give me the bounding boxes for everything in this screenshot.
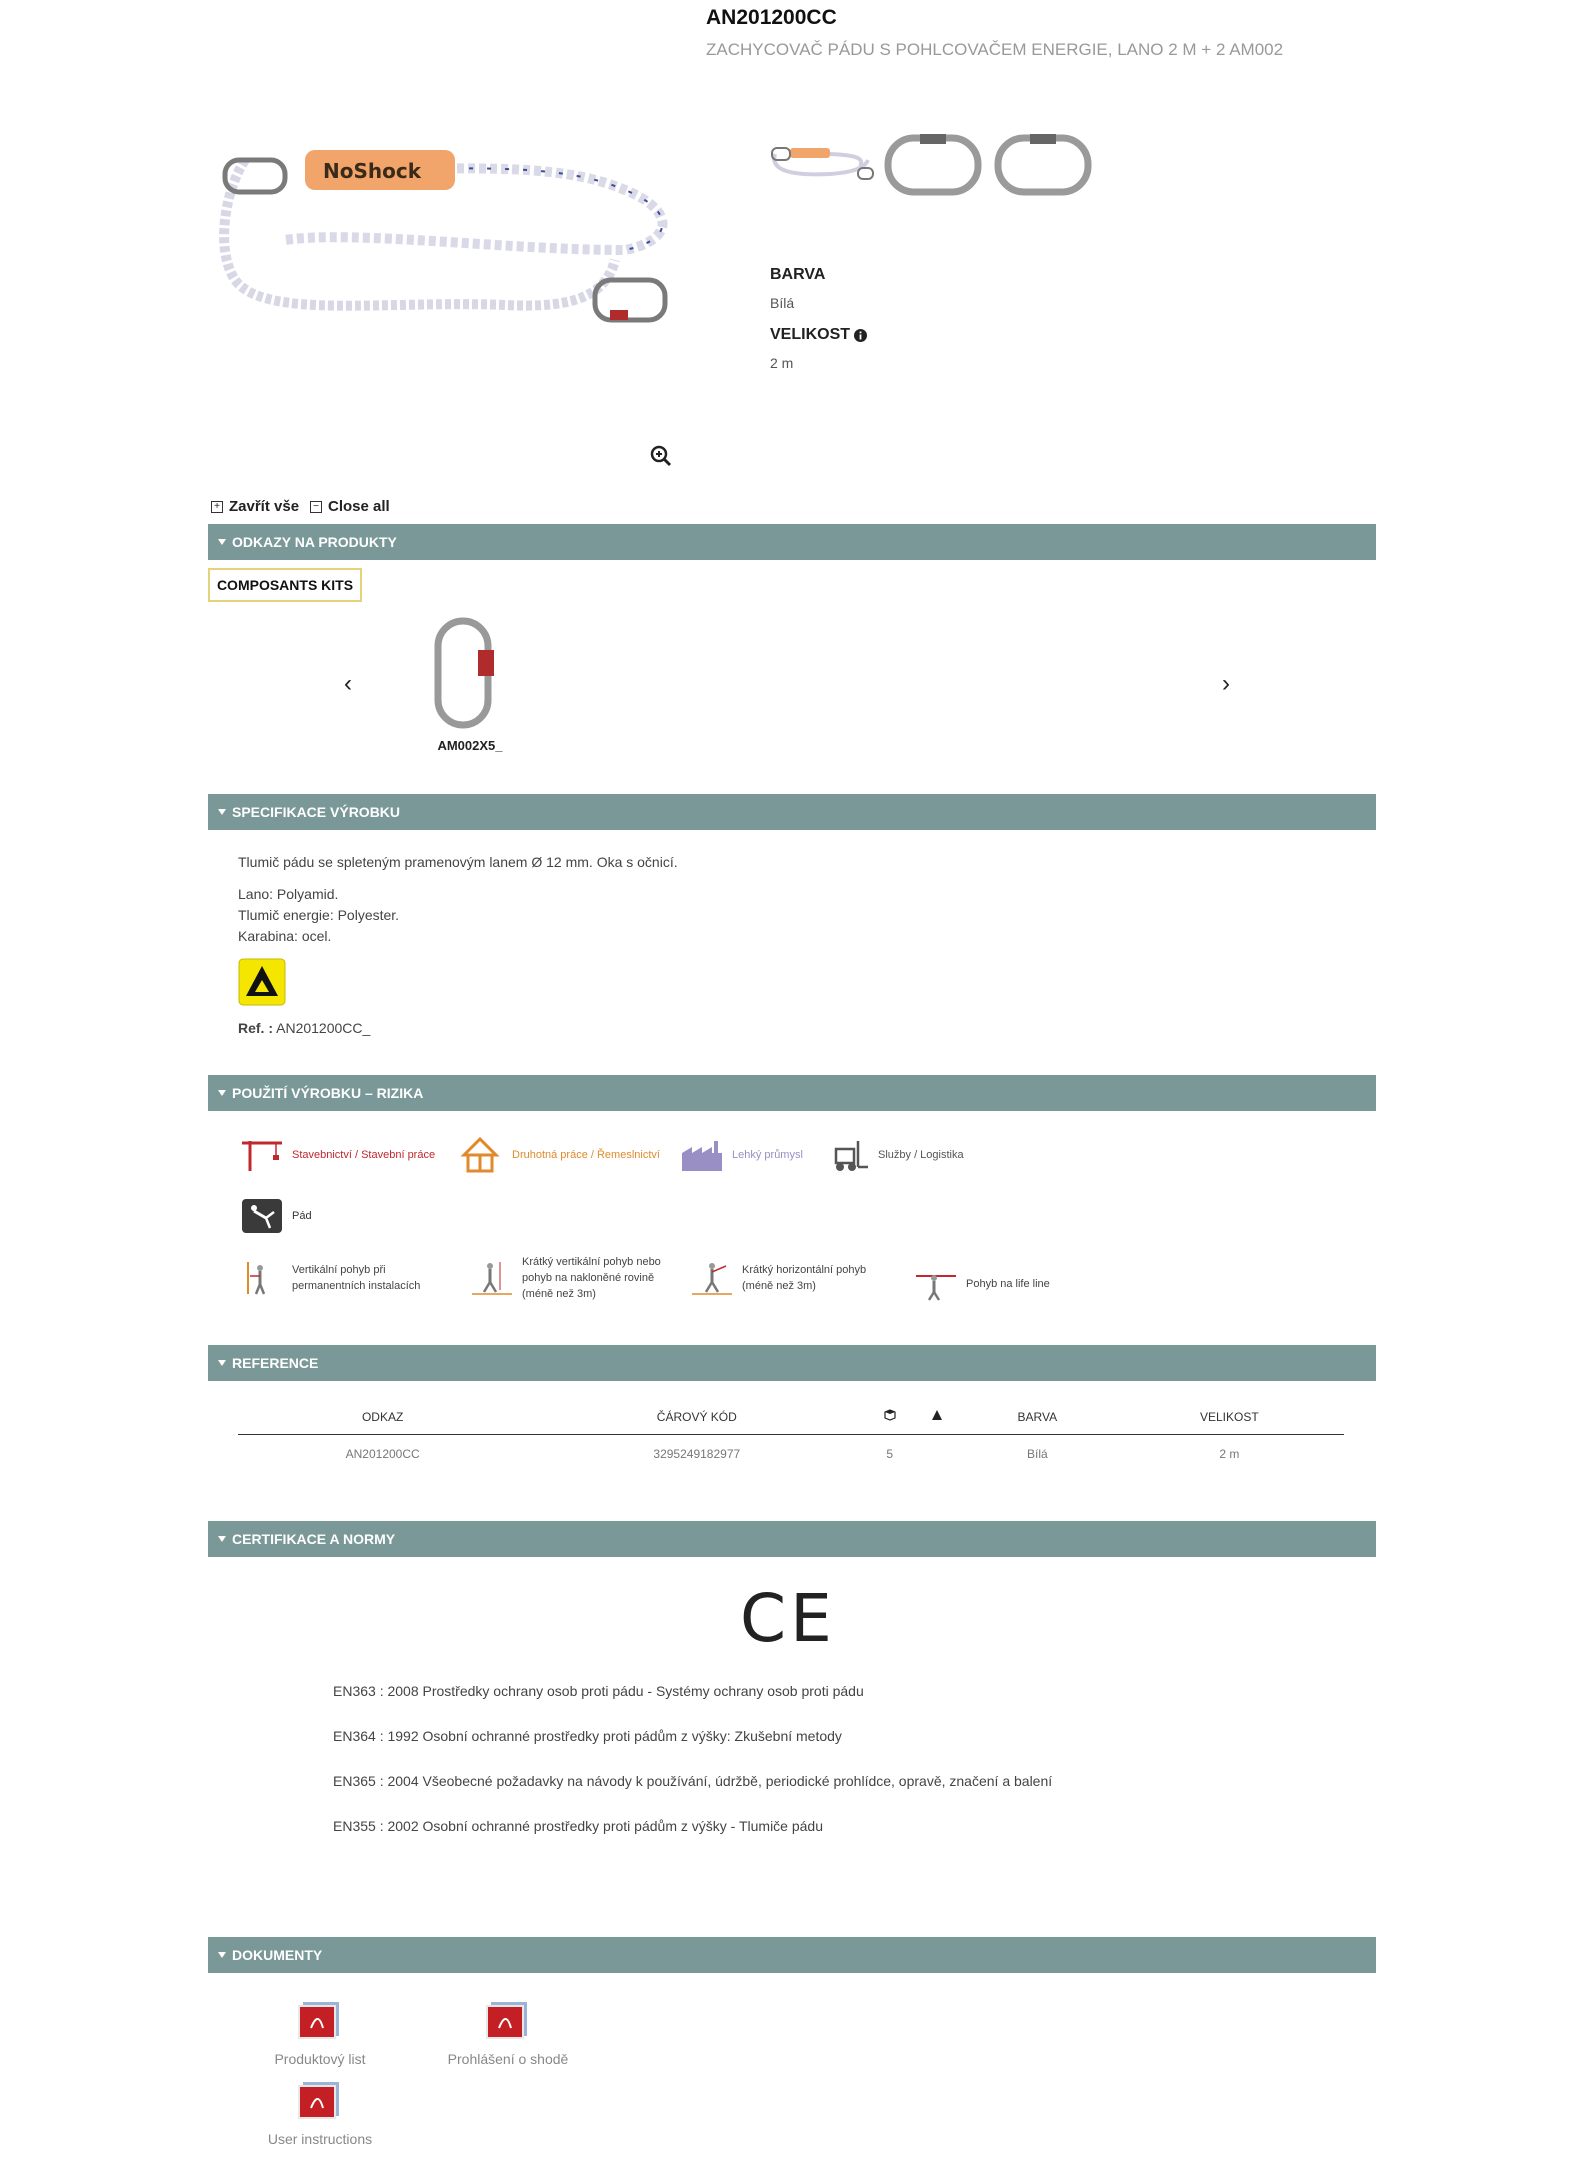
caret-down-icon	[218, 1360, 226, 1366]
movement-vertical-permanent	[240, 1260, 420, 1296]
cell-barcode: 3295249182977	[653, 1447, 741, 1462]
info-icon[interactable]	[854, 329, 867, 342]
movement-line: (méně než 3m)	[522, 1288, 596, 1300]
spec-line-3: Karabina: ocel.	[238, 928, 332, 944]
norm-item: EN364 : 1992 Osobní ochranné prostředky proti pádům z výšky: Zkušební metody	[333, 1728, 842, 1744]
document-declaration[interactable]	[438, 2000, 578, 2067]
spec-line-1: Lano: Polyamid.	[238, 886, 339, 902]
cell-package: 5	[886, 1447, 894, 1462]
reference-table	[238, 1400, 1344, 1474]
movement-label	[522, 1254, 661, 1302]
document-label: Produktový list	[274, 2051, 366, 2067]
norm-item: EN365 : 2004 Všeobecné požadavky na návody k používání, údržbě, periodické prohlídce, opravě, značení a balení	[333, 1773, 1053, 1789]
movement-label	[742, 1262, 866, 1294]
section-usage-title: POUŽITÍ VÝROBKU – RIZIKA	[232, 1085, 424, 1101]
sector-light-industry	[680, 1137, 803, 1173]
col-color: BARVA	[960, 1400, 1115, 1434]
movement-line: (méně než 3m)	[742, 1280, 816, 1292]
size-value: 2 m	[770, 355, 794, 371]
movement-life-line	[914, 1266, 1050, 1302]
caret-down-icon	[218, 1090, 226, 1096]
sector-label: Služby / Logistika	[878, 1149, 964, 1161]
fall-icon	[240, 1198, 284, 1234]
spec-line-2: Tlumič energie: Polyester.	[238, 907, 400, 923]
sector-construction	[240, 1137, 435, 1173]
caret-down-icon	[218, 1536, 226, 1542]
vertical-movement-icon	[240, 1260, 284, 1296]
life-line-icon	[914, 1266, 958, 1302]
risk-label: Pád	[292, 1210, 312, 1222]
pdf-icon	[297, 2000, 343, 2040]
size-label-row	[770, 326, 867, 344]
section-usage-header[interactable]	[208, 1075, 1376, 1111]
sector-logistics	[826, 1137, 964, 1173]
thumbnail-carabiner-2[interactable]	[990, 130, 1095, 200]
table-row	[238, 1434, 1344, 1474]
expand-all-label: Zavřít vše	[229, 498, 300, 515]
section-docs-header[interactable]	[208, 1937, 1376, 1973]
section-links-header[interactable]	[208, 524, 1376, 560]
carousel-prev-arrow[interactable]: ‹	[344, 670, 352, 697]
thumbnail-lanyard[interactable]	[770, 130, 875, 200]
caret-down-icon	[218, 539, 226, 545]
thumbnail-carabiner-1[interactable]	[880, 130, 985, 200]
ref-label: Ref. :	[238, 1020, 273, 1036]
carousel-next-arrow[interactable]: ›	[1222, 670, 1230, 697]
section-links-title: ODKAZY NA PRODUKTY	[232, 534, 397, 550]
color-label: BARVA	[770, 266, 826, 283]
movement-label	[966, 1276, 1050, 1292]
caret-down-icon	[218, 809, 226, 815]
table-header-row	[238, 1400, 1344, 1434]
minus-box-icon: −	[310, 501, 322, 513]
movement-short-horizontal	[690, 1260, 866, 1296]
ce-mark-icon: CE	[740, 1580, 836, 1657]
caret-down-icon	[218, 1952, 226, 1958]
cell-color: Bílá	[1027, 1447, 1048, 1462]
box-icon	[884, 1409, 896, 1421]
horizontal-movement-icon	[690, 1260, 734, 1296]
document-product-sheet[interactable]	[250, 2000, 390, 2067]
document-label: Prohlášení o shodě	[447, 2051, 569, 2067]
size-label: VELIKOST	[770, 326, 851, 343]
spec-ref	[238, 1020, 370, 1036]
zoom-icon[interactable]	[650, 445, 672, 467]
sector-label: Lehký průmysl	[732, 1149, 803, 1161]
movement-line: Pohyb na life line	[966, 1278, 1050, 1290]
cell-size: 2 m	[1219, 1447, 1240, 1462]
sector-craft	[460, 1137, 660, 1173]
sector-label: Stavebnictví / Stavební práce	[292, 1149, 436, 1161]
svg-text:NoShock: NoShock	[323, 159, 422, 183]
pdf-icon	[297, 2080, 343, 2120]
pdf-icon	[485, 2000, 531, 2040]
section-reference-title: REFERENCE	[232, 1355, 319, 1371]
movement-line: permanentních instalacích	[292, 1280, 421, 1292]
close-all-toggle[interactable]	[310, 498, 390, 515]
col-ref: ODKAZ	[238, 1400, 527, 1434]
movement-label	[292, 1262, 420, 1294]
col-pallet	[913, 1400, 960, 1434]
sector-label: Druhotná práce / Řemeslnictví	[512, 1149, 660, 1161]
short-vertical-movement-icon	[470, 1260, 514, 1296]
movement-line: Vertikální pohyb při	[292, 1264, 386, 1276]
movement-short-vertical	[470, 1254, 661, 1302]
crane-icon	[240, 1137, 284, 1173]
carousel-item-label[interactable]: AM002X5_	[437, 738, 503, 753]
product-image[interactable]	[205, 130, 685, 340]
color-value: Bílá	[770, 295, 795, 311]
plus-box-icon: +	[211, 501, 223, 513]
section-spec-title: SPECIFIKACE VÝROBKU	[232, 804, 401, 820]
product-title: ZACHYCOVAČ PÁDU S POHLCOVAČEM ENERGIE, LANO 2 M + 2 AM002	[706, 40, 1284, 59]
col-barcode: ČÁROVÝ KÓD	[527, 1400, 866, 1434]
stack-icon	[931, 1409, 943, 1421]
risk-fall	[240, 1198, 312, 1234]
norm-item: EN355 : 2002 Osobní ochranné prostředky proti pádům z výšky - Tlumiče pádu	[333, 1818, 823, 1834]
tab-composants-kits[interactable]: COMPOSANTS KITS	[208, 568, 362, 602]
movement-line: Krátký vertikální pohyb nebo	[522, 1256, 661, 1268]
delta-plus-logo-icon	[238, 958, 286, 1006]
expand-all-toggle[interactable]	[211, 498, 299, 515]
movement-line: Krátký horizontální pohyb	[742, 1264, 867, 1276]
factory-icon	[680, 1137, 724, 1173]
close-all-label: Close all	[328, 498, 390, 515]
document-label: User instructions	[267, 2131, 373, 2147]
section-spec-header[interactable]	[208, 794, 1376, 830]
house-frame-icon	[460, 1137, 504, 1173]
product-code: AN201200CC	[706, 6, 837, 29]
cell-pallet	[913, 1434, 960, 1474]
col-size: VELIKOST	[1115, 1400, 1344, 1434]
spec-intro: Tlumič pádu se spleteným pramenovým lanem Ø 12 mm. Oka s očnicí.	[238, 854, 678, 870]
section-docs-title: DOKUMENTY	[232, 1947, 323, 1963]
cell-ref: AN201200CC	[345, 1447, 420, 1462]
norm-item: EN363 : 2008 Prostředky ochrany osob proti pádu - Systémy ochrany osob proti pádu	[333, 1683, 864, 1699]
section-cert-title: CERTIFIKACE A NORMY	[232, 1531, 396, 1547]
section-reference-header[interactable]	[208, 1345, 1376, 1381]
col-package	[866, 1400, 913, 1434]
section-cert-header[interactable]	[208, 1521, 1376, 1557]
ref-value: AN201200CC_	[276, 1020, 371, 1036]
carabiner-am002-image[interactable]	[430, 615, 505, 730]
forklift-icon	[826, 1137, 870, 1173]
document-user-instructions[interactable]	[250, 2080, 390, 2147]
movement-line: pohyb na nakloněné rovině	[522, 1272, 655, 1284]
